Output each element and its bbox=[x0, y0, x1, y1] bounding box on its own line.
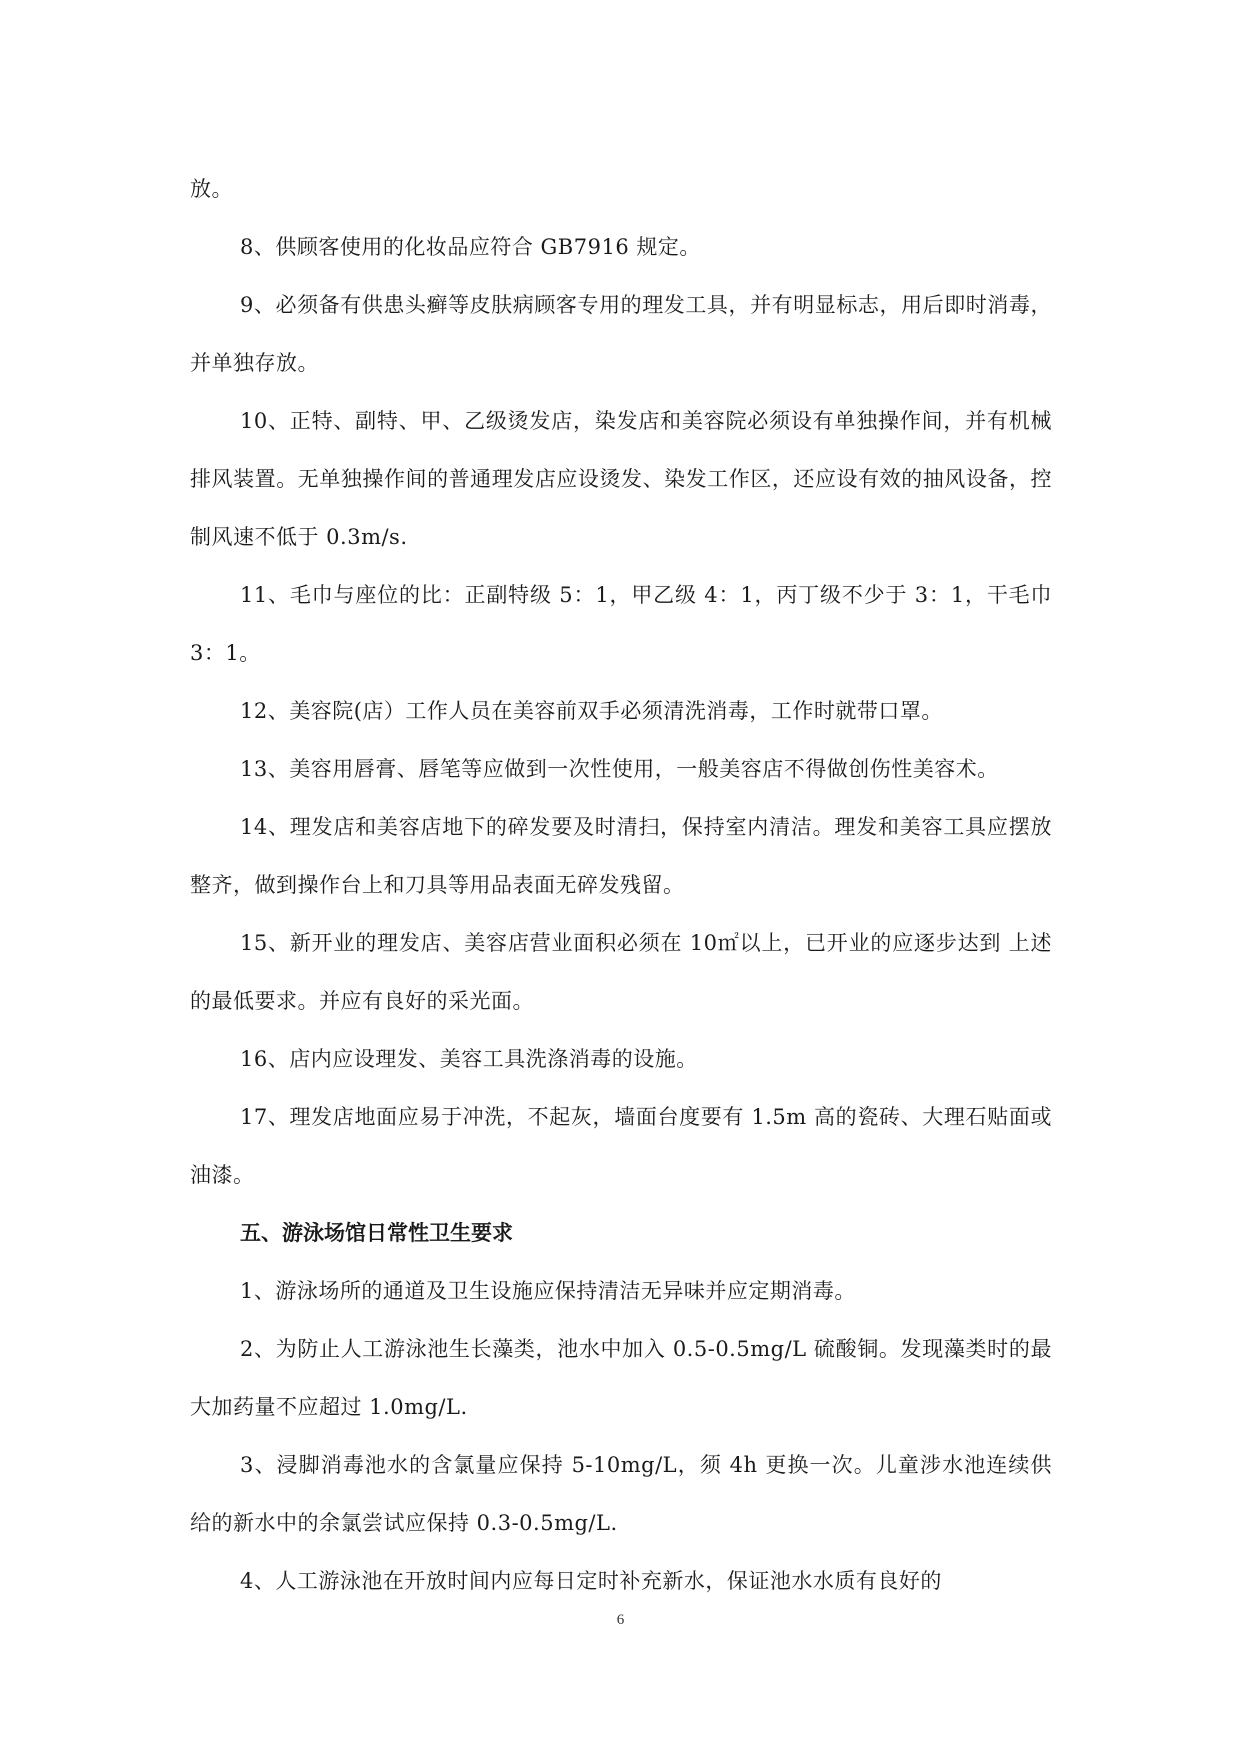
paragraph-item-10: 10、正特、副特、甲、乙级烫发店，染发店和美容院必须设有单独操作间，并有机械排风装置。无单独操作间的普通理发店应设烫发、染发工作区，还应设有效的抽风设备，控制风速不低于 0.3m/s. bbox=[190, 409, 1052, 549]
paragraph-item-11: 11、毛巾与座位的比：正副特级 5：1，甲乙级 4：1，丙丁级不少于 3：1，干毛巾 3：1。 bbox=[190, 583, 1052, 665]
paragraph-item-9: 9、必须备有供患头癣等皮肤病顾客专用的理发工具，并有明显标志，用后即时消毒，并单独存放。 bbox=[190, 293, 1052, 375]
paragraph-item-14: 14、理发店和美容店地下的碎发要及时清扫，保持室内清洁。理发和美容工具应摆放整齐，做到操作台上和刀具等用品表面无碎发残留。 bbox=[190, 815, 1052, 897]
section-paragraph-4: 4、人工游泳池在开放时间内应每日定时补充新水，保证池水水质有良好的 bbox=[240, 1569, 942, 1593]
paragraph-item-17: 17、理发店地面应易于冲洗，不起灰，墙面台度要有 1.5m 高的瓷砖、大理石贴面或油漆。 bbox=[190, 1105, 1052, 1187]
section-paragraph-1: 1、游泳场所的通道及卫生设施应保持清洁无异味并应定期消毒。 bbox=[240, 1279, 856, 1303]
section-heading: 五、游泳场馆日常性卫生要求 bbox=[240, 1221, 513, 1245]
section-paragraph-3: 3、浸脚消毒池水的含氯量应保持 5-10mg/L，须 4h 更换一次。儿童涉水池连续供给的新水中的余氯尝试应保持 0.3-0.5mg/L. bbox=[190, 1453, 1052, 1535]
document-body bbox=[190, 160, 1052, 1610]
paragraph-item-8: 8、供顾客使用的化妆品应符合 GB7916 规定。 bbox=[240, 235, 701, 259]
paragraph-continuation: 放。 bbox=[190, 177, 233, 201]
section-paragraph-2: 2、为防止人工游泳池生长藻类，池水中加入 0.5-0.5mg/L 硫酸铜。发现藻类时的最大加药量不应超过 1.0mg/L. bbox=[190, 1337, 1052, 1419]
paragraph-item-13: 13、美容用唇膏、唇笔等应做到一次性使用，一般美容店不得做创伤性美容术。 bbox=[240, 757, 999, 781]
paragraph-item-16: 16、店内应设理发、美容工具洗涤消毒的设施。 bbox=[240, 1047, 698, 1071]
page-number: 6 bbox=[616, 1612, 625, 1628]
paragraph-item-12: 12、美容院(店）工作人员在美容前双手必须清洗消毒，工作时就带口罩。 bbox=[240, 699, 943, 723]
paragraph-item-15: 15、新开业的理发店、美容店营业面积必须在 10㎡以上，已开业的应逐步达到 上述的最低要求。并应有良好的采光面。 bbox=[190, 931, 1052, 1013]
